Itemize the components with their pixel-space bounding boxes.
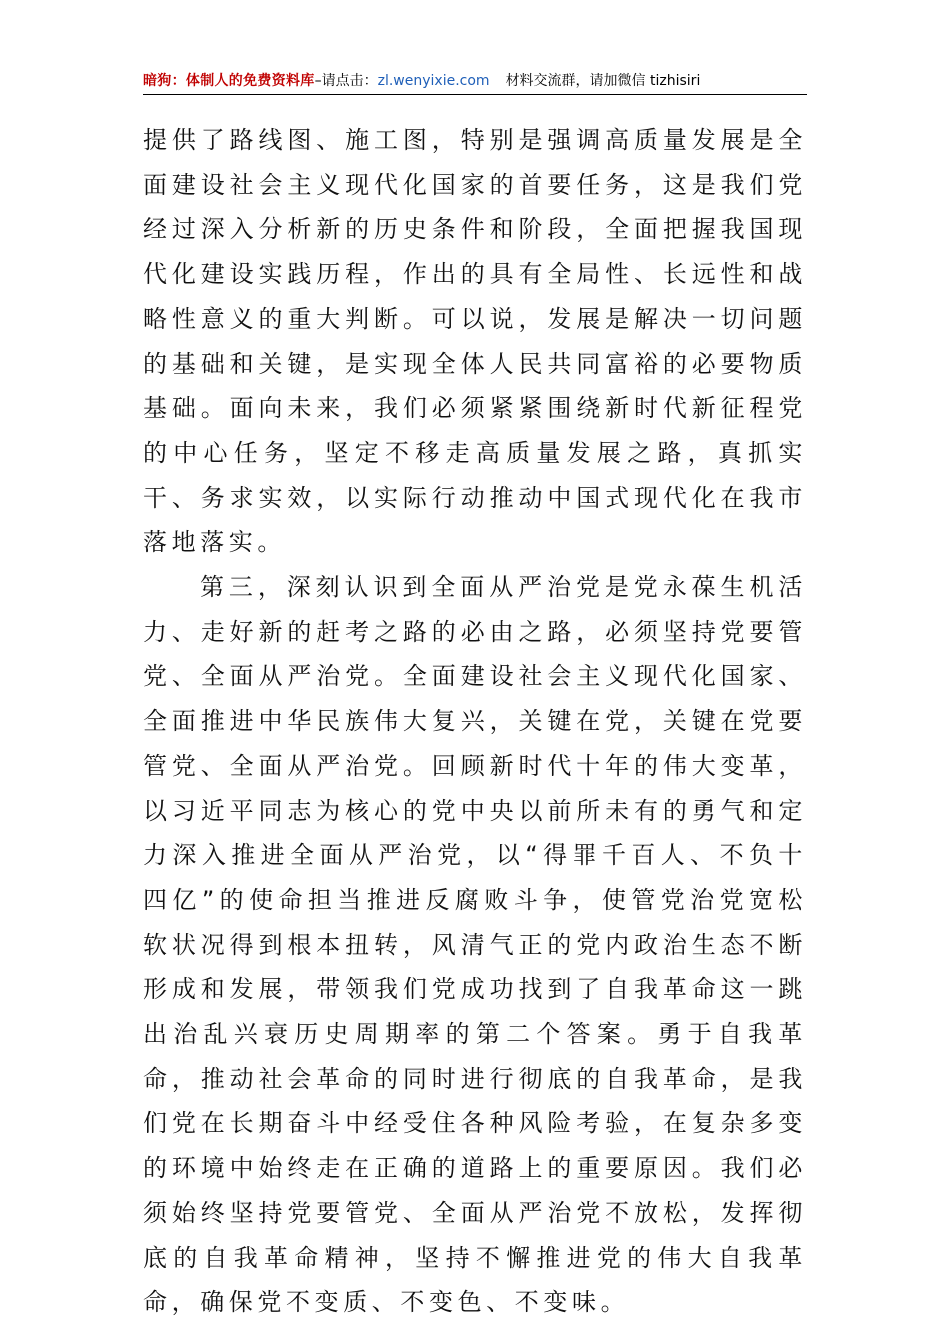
page-header [143, 68, 807, 95]
header-url-link[interactable]: zl.wenyixie.com [377, 73, 490, 89]
document-body [143, 118, 807, 1325]
header-dash: – [314, 73, 322, 89]
header-prompt: 请点击： [321, 73, 378, 89]
header-brand: 暗狗：体制人的免费资料库 [143, 73, 315, 89]
header-wechat-note: 材料交流群，请加微信 tizhisiri [505, 73, 701, 89]
body-paragraph-1: 提供了路线图、施工图，特别是强调高质量发展是全面建设社会主义现代化国家的首要任务，这是我们党经过深入分析新的历史条件和阶段，全面把握我国现代化建设实践历程，作出的具有全局性、长远性和战略性意义的重大判断。可以说，发展是解决一切问题的基础和关键，是实现全体人民共同富裕的必要物质基础。面向未来，我们必须紧紧围绕新时代新征程党的中心任务，坚定不移走高质量发展之路，真抓实干、务求实效，以实际行动推动中国式现代化在我市落地落实。 [143, 126, 807, 557]
body-paragraph-2: 第三，深刻认识到全面从严治党是党永葆生机活力、走好新的赶考之路的必由之路，必须坚持党要管党、全面从严治党。全面建设社会主义现代化国家、全面推进中华民族伟大复兴，关键在党，关键在党要管党、全面从严治党。回顾新时代十年的伟大变革，以习近平同志为核心的党中央以前所未有的勇气和定力深入推进全面从严治党，以“得罪千百人、不负十四亿”的使命担当推进反腐败斗争，使管党治党宽松软状况得到根本扭转，风清气正的党内政治生态不断形成和发展，带领我们党成功找到了自我革命这一跳出治乱兴衰历史周期率的第二个答案。勇于自我革命，推动社会革命的同时进行彻底的自我革命，是我们党在长期奋斗中经受住各种风险考验，在复杂多变的环境中始终走在正确的道路上的重要原因。我们必须始终坚持党要管党、全面从严治党不放松，发挥彻底的自我革命精神，坚持不懈推进党的伟大自我革命，确保党不变质、不变色、不变味。 [143, 573, 807, 1317]
